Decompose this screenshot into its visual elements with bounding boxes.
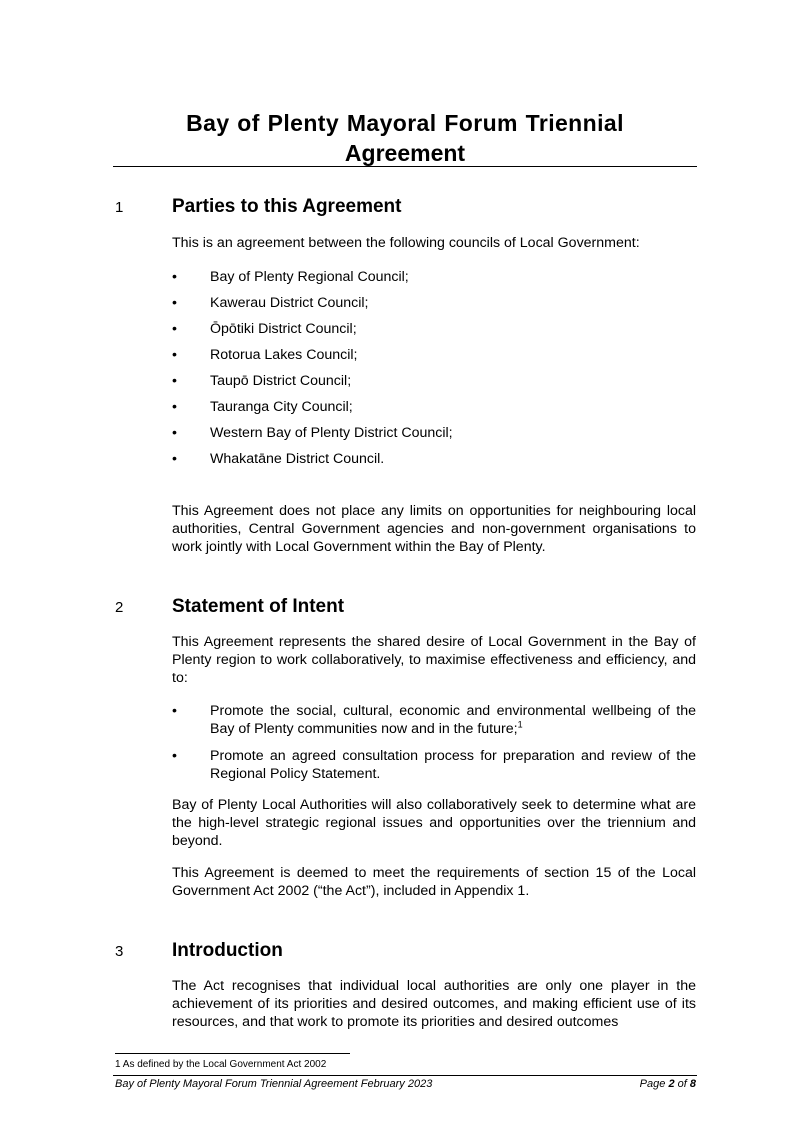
bullet-icon: • (172, 703, 177, 719)
council-list (172, 268, 696, 476)
intent-list (172, 702, 696, 783)
footnote-number: 1 (115, 1059, 121, 1070)
footnote (115, 1059, 326, 1070)
section-2-intro: This Agreement represents the shared desire of Local Government in the Bay of Plenty region to work collaboratively, to maximise effectiveness and efficiency, and to: (172, 634, 696, 686)
footer-divider (113, 1075, 697, 1076)
section-3-heading: Introduction (172, 940, 283, 961)
bullet-icon: • (172, 451, 177, 467)
title-line-2: Agreement (344, 140, 466, 166)
list-item: • Promote the social, cultural, economic and environmental wellbeing of the Bay of Plenty communities now and in the future;$^1$ (172, 703, 696, 737)
section-2-number: 2 (115, 599, 124, 616)
total-pages: 8 (689, 1078, 696, 1090)
list-item: • Western Bay of Plenty District Council; (172, 425, 453, 441)
page-number: Page 2 of 8 (639, 1078, 696, 1090)
footer-document-title: Bay of Plenty Mayoral Forum Triennial Agreement February 2023 (115, 1078, 433, 1090)
section-1-number: 1 (115, 199, 124, 216)
current-page: 2 (668, 1078, 675, 1090)
section-1-closing: This Agreement does not place any limits on opportunities for neighbouring local authorities, Central Government agencies and non-government organisations to work jointly with Local Government within the Bay of Plenty. (172, 503, 696, 555)
list-item: • Taupō District Council; (172, 373, 352, 389)
list-item: • Bay of Plenty Regional Council; (172, 269, 409, 285)
bullet-icon: • (172, 347, 177, 363)
section-2-heading: Statement of Intent (172, 596, 345, 617)
bullet-icon: • (172, 748, 177, 764)
list-item: • Rotorua Lakes Council; (172, 347, 358, 363)
list-item: • Kawerau District Council; (172, 295, 369, 311)
section-3-number: 3 (115, 943, 124, 960)
title-underline (113, 166, 697, 167)
list-item: • Tauranga City Council; (172, 399, 353, 415)
list-item: • Promote an agreed consultation process for preparation and review of the Regional Policy Statement. (172, 748, 696, 782)
footnote-divider (115, 1053, 350, 1054)
section-3-para-1: The Act recognises that individual local authorities are only one player in the achievement of its priorities and desired outcomes, and making efficient use of its resources, and that work to promote its priorities and desired outcomes (172, 978, 696, 1030)
section-1-heading: Parties to this Agreement (172, 196, 402, 217)
footnote-ref: 1 (517, 719, 523, 730)
document-title (113, 108, 697, 168)
bullet-icon: • (172, 269, 177, 285)
bullet-icon: • (172, 295, 177, 311)
section-1-intro: This is an agreement between the following councils of Local Government: (172, 235, 640, 251)
footnote-text: As defined by the Local Government Act 2002 (122, 1059, 327, 1070)
title-line-1: Bay of Plenty Mayoral Forum Triennial (186, 110, 624, 136)
section-2-para-3: This Agreement is deemed to meet the requirements of section 15 of the Local Government Act 2002 (“the Act”), included in Appendix 1. (172, 865, 696, 899)
bullet-icon: • (172, 399, 177, 415)
list-item: • Ōpōtiki District Council; (172, 321, 357, 337)
bullet-icon: • (172, 321, 177, 337)
bullet-icon: • (172, 425, 177, 441)
bullet-icon: • (172, 373, 177, 389)
section-2-para-2: Bay of Plenty Local Authorities will also collaboratively seek to determine what are the high-level strategic regional issues and opportunities over the triennium and beyond. (172, 797, 696, 849)
list-item: • Whakatāne District Council. (172, 451, 385, 467)
